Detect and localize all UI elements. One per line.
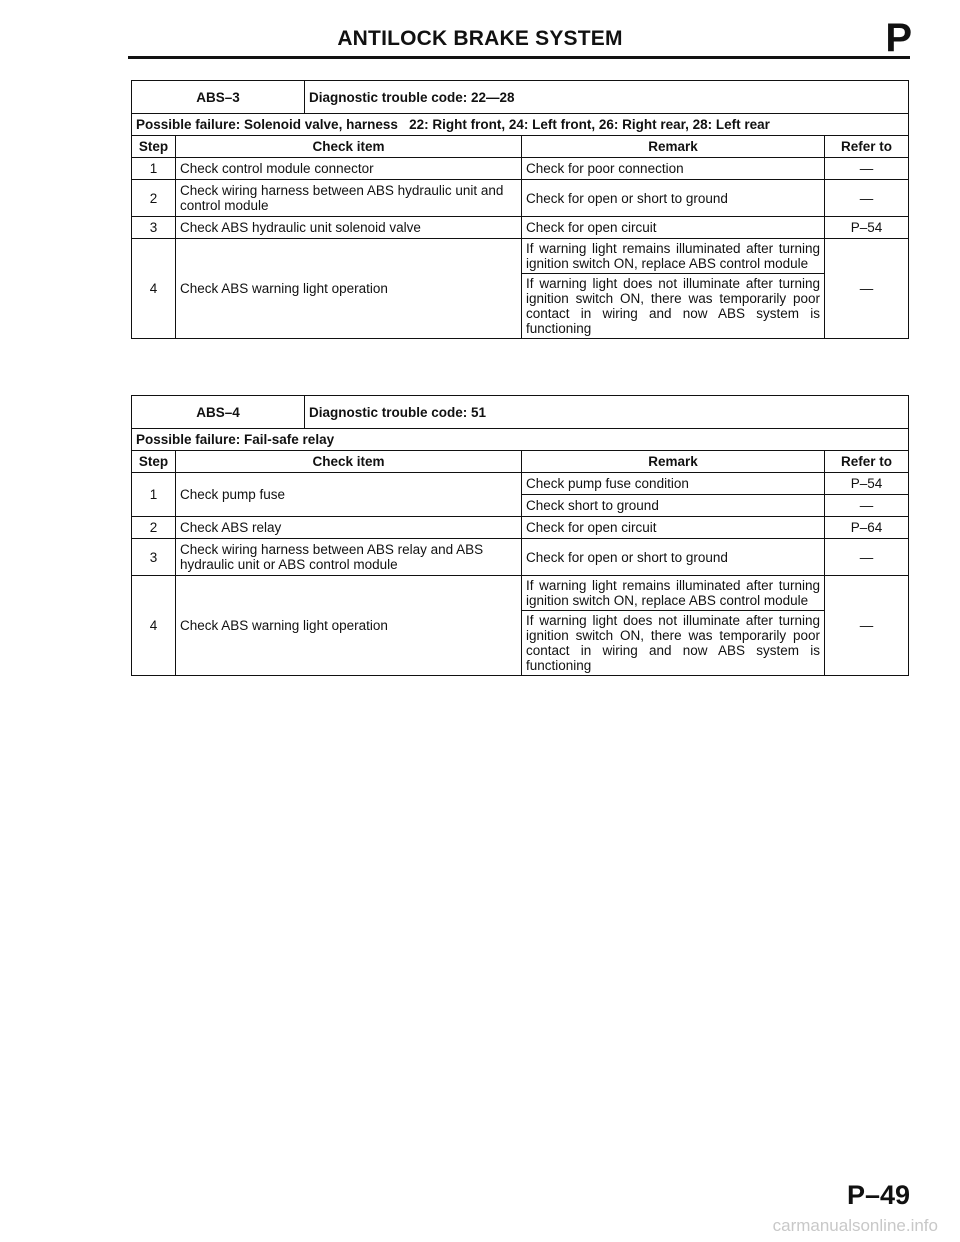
refer-to: P–54 [825, 217, 909, 239]
step-number: 2 [132, 517, 176, 539]
table-row [132, 539, 909, 576]
table-row [132, 473, 909, 495]
check-item: Check ABS warning light operation [176, 239, 522, 339]
table-row [132, 517, 909, 539]
remark: If warning light does not illuminate after turning ignition switch ON, there was temporarily poor contact in wiring and now ABS system is functioning [522, 611, 825, 676]
remark: If warning light remains illuminated after turning ignition switch ON, replace ABS control module [522, 576, 825, 611]
refer-to: — [825, 180, 909, 217]
check-item: Check ABS relay [176, 517, 522, 539]
dtc-code-label: ABS–4 [132, 396, 305, 429]
refer-to: — [825, 495, 909, 517]
column-header-remark: Remark [522, 451, 825, 473]
dtc-table-abs-3 [131, 80, 909, 339]
check-item: Check control module connector [176, 158, 522, 180]
step-number: 2 [132, 180, 176, 217]
column-header-step: Step [132, 136, 176, 158]
refer-to: — [825, 576, 909, 676]
header-rule [128, 56, 910, 59]
check-item: Check pump fuse [176, 473, 522, 517]
step-number: 3 [132, 539, 176, 576]
step-number: 4 [132, 239, 176, 339]
step-number: 3 [132, 217, 176, 239]
check-item: Check wiring harness between ABS hydraulic unit and control module [176, 180, 522, 217]
remark: Check short to ground [522, 495, 825, 517]
column-header-refer-to: Refer to [825, 136, 909, 158]
remark: Check for open or short to ground [522, 180, 825, 217]
column-header-check-item: Check item [176, 451, 522, 473]
table-row [132, 217, 909, 239]
refer-to: P–64 [825, 517, 909, 539]
refer-to: — [825, 239, 909, 339]
check-item: Check ABS warning light operation [176, 576, 522, 676]
table-row [132, 239, 909, 274]
remark: If warning light remains illuminated after turning ignition switch ON, replace ABS control module [522, 239, 825, 274]
check-item: Check ABS hydraulic unit solenoid valve [176, 217, 522, 239]
dtc-code-title: Diagnostic trouble code: 22—28 [305, 81, 909, 114]
remark: Check for poor connection [522, 158, 825, 180]
step-number: 1 [132, 473, 176, 517]
remark: If warning light does not illuminate after turning ignition switch ON, there was temporarily poor contact in wiring and now ABS system is functioning [522, 274, 825, 339]
dtc-table-abs-4 [131, 395, 909, 676]
dtc-code-title: Diagnostic trouble code: 51 [305, 396, 909, 429]
section-letter: P [885, 16, 912, 60]
possible-failure: Possible failure: Fail-safe relay [132, 429, 909, 451]
watermark-text: carmanualsonline.info [772, 1216, 938, 1235]
page-title: ANTILOCK BRAKE SYSTEM [337, 27, 623, 50]
step-number: 4 [132, 576, 176, 676]
column-header-check-item: Check item [176, 136, 522, 158]
table-row [132, 158, 909, 180]
column-header-refer-to: Refer to [825, 451, 909, 473]
refer-to: — [825, 539, 909, 576]
remark: Check pump fuse condition [522, 473, 825, 495]
column-header-step: Step [132, 451, 176, 473]
remark: Check for open circuit [522, 217, 825, 239]
page-number: P–49 [846, 1180, 910, 1210]
check-item: Check wiring harness between ABS relay and ABS hydraulic unit or ABS control module [176, 539, 522, 576]
refer-to: — [825, 158, 909, 180]
table-row [132, 576, 909, 611]
dtc-code-label: ABS–3 [132, 81, 305, 114]
remark: Check for open or short to ground [522, 539, 825, 576]
possible-failure: Possible failure: Solenoid valve, harness 22: Right front, 24: Left front, 26: Right rear, 28: Left rear [132, 114, 909, 136]
table-row [132, 180, 909, 217]
refer-to: P–54 [825, 473, 909, 495]
step-number: 1 [132, 158, 176, 180]
column-header-remark: Remark [522, 136, 825, 158]
remark: Check for open circuit [522, 517, 825, 539]
